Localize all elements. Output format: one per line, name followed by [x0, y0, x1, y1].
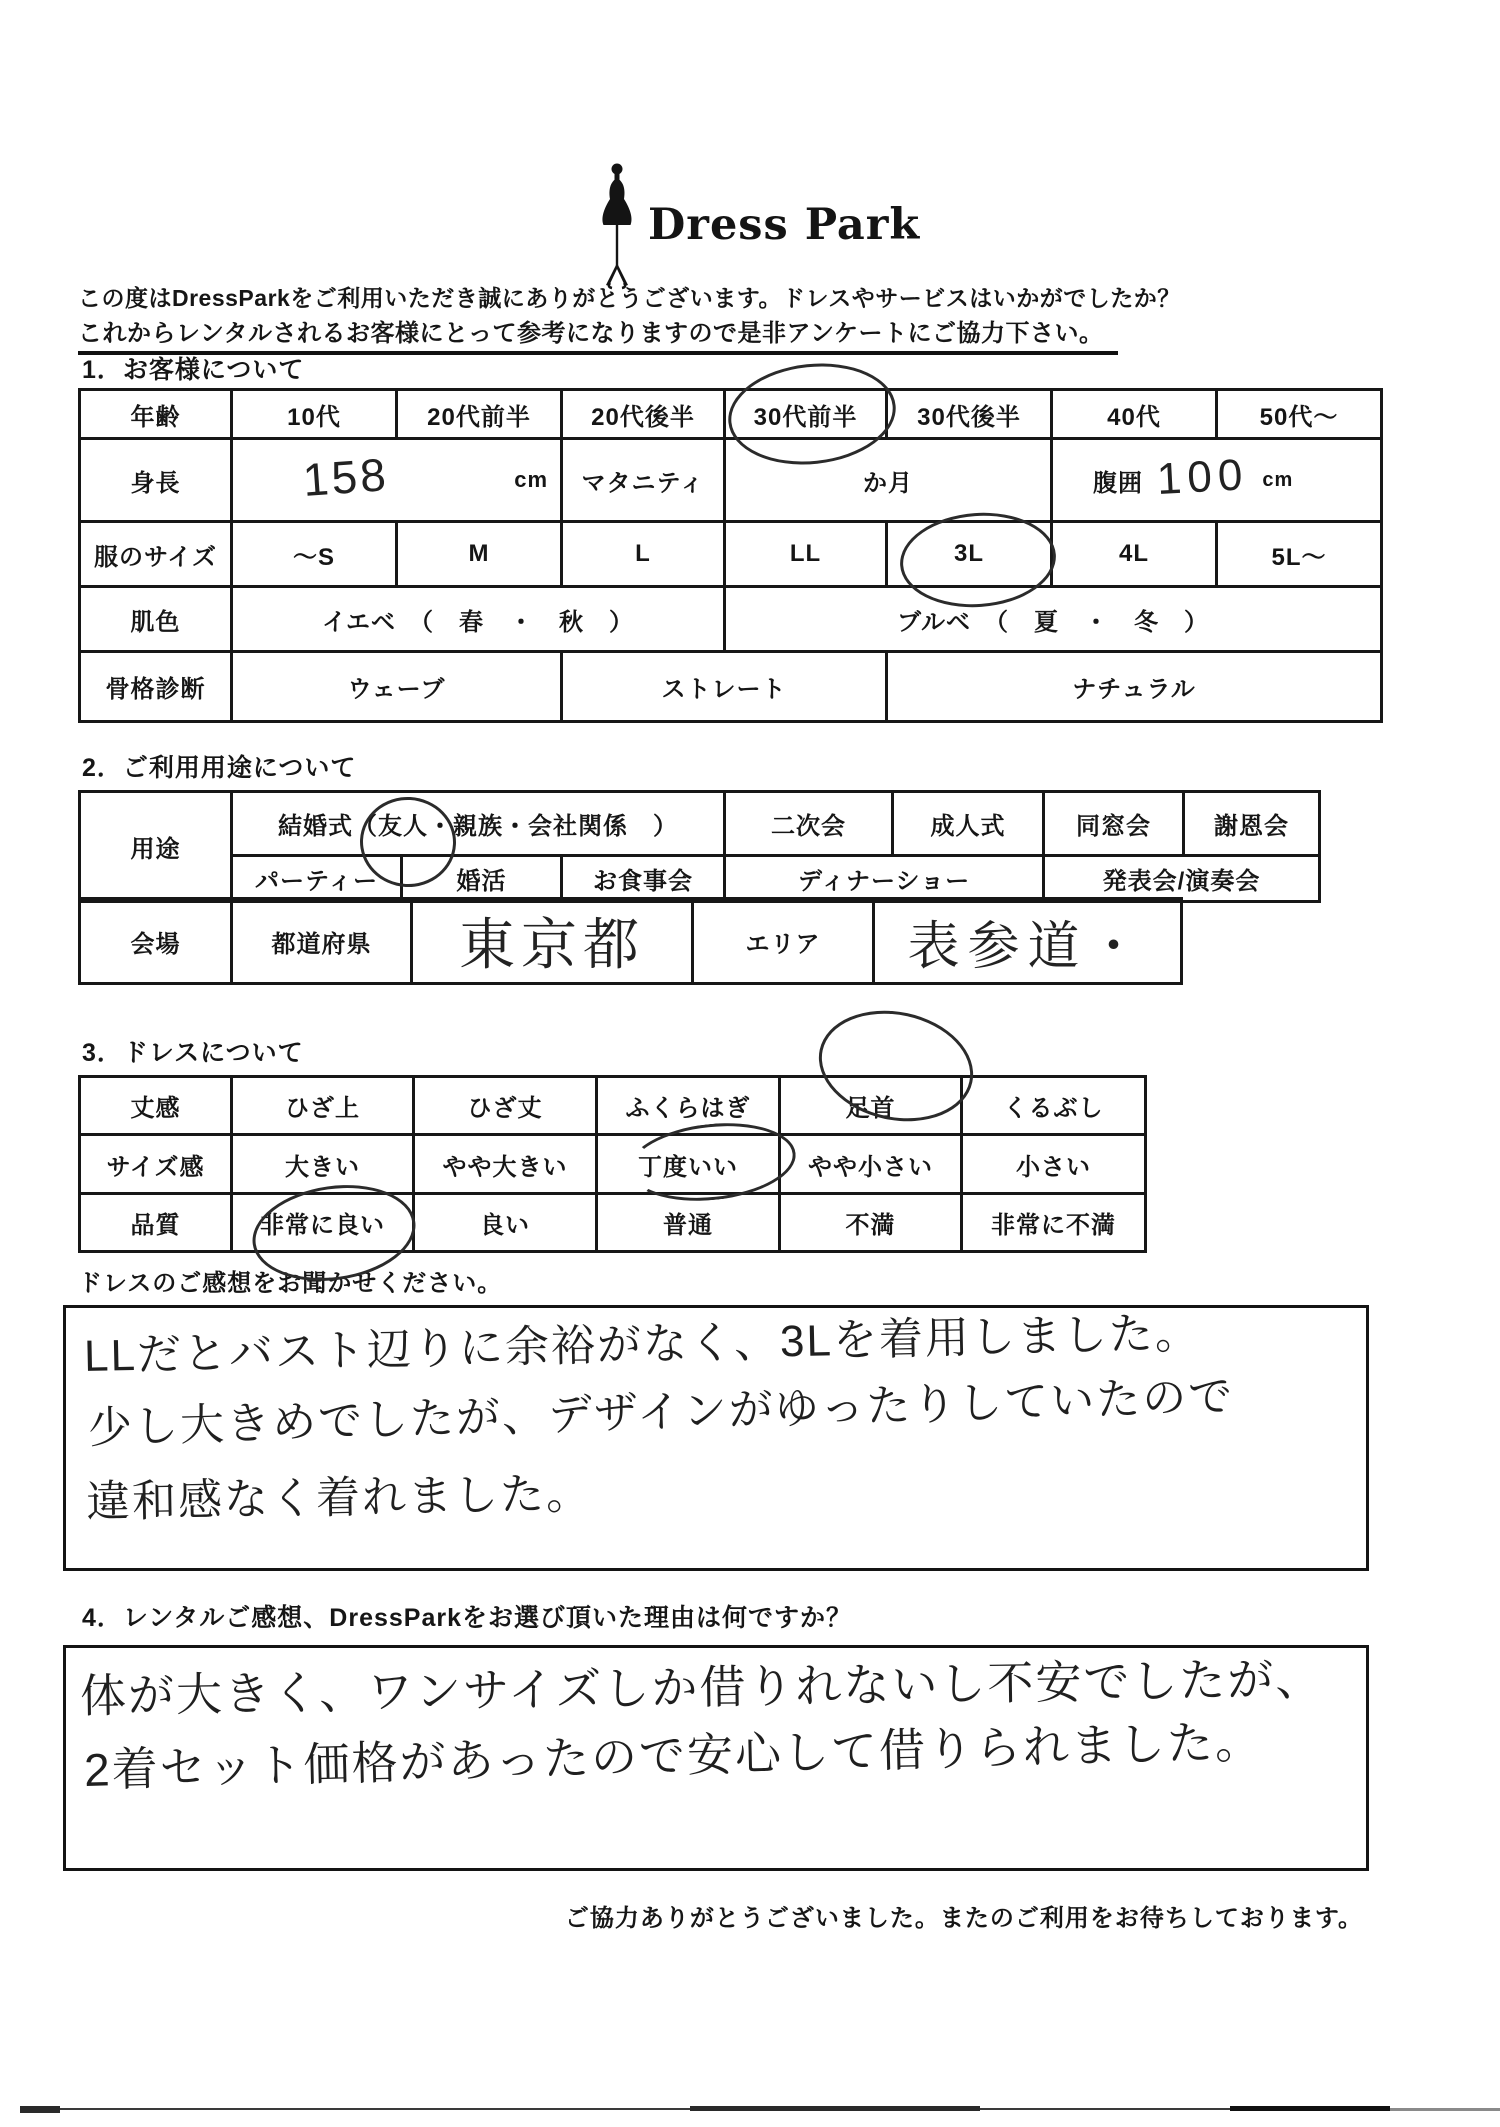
option-length-calf: ふくらはぎ — [597, 1077, 780, 1135]
waist-cell — [1052, 439, 1382, 522]
intro-emphasis-text: これからレンタルされるお客様にとって参考になりますので是非アンケートにご協力下さい。 — [78, 313, 1118, 355]
waist-label: 腹囲 — [1093, 469, 1143, 497]
option-purpose-recital: 発表会/演奏会 — [1044, 856, 1320, 902]
option-skeleton-natural: ナチュラル — [887, 652, 1382, 722]
option-purpose-thanks-party: 謝恩会 — [1184, 792, 1320, 856]
option-age-40s: 40代 — [1052, 390, 1217, 439]
option-quality-very-bad: 非常に不満 — [962, 1194, 1146, 1252]
option-purpose-wedding — [232, 792, 725, 856]
intro-text: この度はDressParkをご利用いただき誠にありがとうございます。ドレスやサービスはいかがでしたか？ — [78, 285, 1181, 311]
option-skin-blue-base: ブルベ （ 夏 ・ 冬 ） — [725, 587, 1382, 652]
waist-handwritten-value: 100 — [1155, 450, 1250, 504]
section3-heading: 3．ドレスについて — [82, 1039, 304, 1067]
waist-unit: cm — [1262, 468, 1294, 491]
height-handwritten-value: 158 — [301, 448, 391, 506]
option-purpose-reunion: 同窓会 — [1044, 792, 1184, 856]
option-skeleton-wave: ウェーブ — [232, 652, 562, 722]
option-length-knee: ひざ丈 — [414, 1077, 597, 1135]
option-length-above-knee: ひざ上 — [232, 1077, 414, 1135]
height-label: 身長 — [80, 439, 232, 522]
option-fit-slightly-large: やや大きい — [414, 1135, 597, 1194]
option-length-ankle: 足首 — [780, 1077, 962, 1135]
fit-label: サイズ感 — [80, 1135, 232, 1194]
length-label: 丈感 — [80, 1077, 232, 1135]
venue-label: 会場 — [80, 899, 232, 984]
rental-comment-box — [63, 1645, 1369, 1871]
option-purpose-dinner-show: ディナーショー — [725, 856, 1044, 902]
option-skeleton-straight: ストレート — [562, 652, 887, 722]
option-size-5l: 5L～ — [1217, 522, 1382, 587]
option-size-3l: 3L — [887, 522, 1052, 587]
area-handwritten-value: 表参道・ — [907, 917, 1148, 976]
scan-artifact-segment — [1390, 2108, 1500, 2111]
option-purpose-konkatsu: 婚活 — [402, 856, 562, 902]
option-size-ll: LL — [725, 522, 887, 587]
option-length-anklebone: くるぶし — [962, 1077, 1146, 1135]
dress-comment-prompt: ドレスのご感想をお聞かせください。 — [78, 1270, 503, 1297]
size-label: 服のサイズ — [80, 522, 232, 587]
option-skin-yellow-base: イエベ （ 春 ・ 秋 ） — [232, 587, 725, 652]
option-size-l: L — [562, 522, 725, 587]
option-age-10s: 10代 — [232, 390, 397, 439]
wedding-suffix: ・親族・会社関係 ） — [428, 813, 678, 840]
usage-purpose-table — [78, 790, 1321, 903]
option-age-50s: 50代～ — [1217, 390, 1382, 439]
rental-comment-line: 体が大きく、ワンサイズしか借りれないし不安でしたが、 — [79, 1652, 1324, 1722]
option-fit-large: 大きい — [232, 1135, 414, 1194]
skeleton-label: 骨格診断 — [80, 652, 232, 722]
venue-table — [78, 897, 1183, 985]
customer-info-table — [78, 388, 1383, 723]
option-size-4l: 4L — [1052, 522, 1217, 587]
height-unit: cm — [514, 467, 548, 492]
option-quality-bad: 不満 — [780, 1194, 962, 1252]
option-age-early-30s: 30代前半 — [725, 390, 887, 439]
skin-label: 肌色 — [80, 587, 232, 652]
option-fit-just-right: 丁度いい — [597, 1135, 780, 1194]
dress-comment-box — [63, 1305, 1369, 1571]
option-fit-small: 小さい — [962, 1135, 1146, 1194]
scan-artifact-segment — [1230, 2106, 1390, 2111]
dress-form-icon — [596, 163, 638, 291]
maternity-label: マタニティ — [562, 439, 725, 522]
option-purpose-afterparty: 二次会 — [725, 792, 893, 856]
quality-label: 品質 — [80, 1194, 232, 1252]
wedding-prefix: 結婚式（ — [278, 813, 378, 840]
option-age-late-30s: 30代後半 — [887, 390, 1052, 439]
option-purpose-coming-of-age: 成人式 — [893, 792, 1044, 856]
wedding-circled-option: 友人 — [378, 813, 428, 840]
footer-thanks-text: ご協力ありがとうございました。またのご利用をお待ちしております。 — [564, 1905, 1363, 1932]
option-age-early-20s: 20代前半 — [397, 390, 562, 439]
area-label: エリア — [693, 899, 874, 984]
prefecture-label: 都道府県 — [232, 899, 412, 984]
option-size-s: ～S — [232, 522, 397, 587]
section1-heading: 1．お客様について — [82, 356, 305, 384]
option-quality-good: 良い — [414, 1194, 597, 1252]
option-quality-very-good: 非常に良い — [232, 1194, 414, 1252]
option-size-m: M — [397, 522, 562, 587]
dress-comment-line: 少し大きめでしたが、デザインがゆったりしていたので — [87, 1371, 1235, 1453]
area-answer-cell — [874, 899, 1182, 984]
option-quality-normal: 普通 — [597, 1194, 780, 1252]
dress-comment-line: 違和感なく着れました。 — [85, 1469, 593, 1527]
prefecture-handwritten-value: 東京都 — [459, 913, 645, 976]
option-fit-slightly-small: やや小さい — [780, 1135, 962, 1194]
rental-comment-line: 2着セット価格があったので安心して借りられました。 — [83, 1715, 1264, 1796]
dress-comment-line: LLだとバスト辺りに余裕がなく、3Lを着用しました。 — [83, 1308, 1202, 1381]
dress-feedback-table — [78, 1075, 1147, 1253]
option-age-late-20s: 20代後半 — [562, 390, 725, 439]
option-purpose-dinner: お食事会 — [562, 856, 725, 902]
option-purpose-party: パーティー — [232, 856, 402, 902]
age-label: 年齢 — [80, 390, 232, 439]
brand-logotype: Dress Park — [648, 200, 921, 250]
height-value-cell — [232, 439, 562, 522]
section2-heading: 2．ご利用用途について — [82, 754, 357, 782]
scan-artifact-blob — [20, 2106, 60, 2113]
section4-heading: 4．レンタルご感想、DressParkをお選び頂いた理由は何ですか？ — [82, 1604, 852, 1632]
prefecture-answer-cell — [412, 899, 693, 984]
scan-artifact-segment — [690, 2106, 980, 2111]
purpose-label: 用途 — [80, 792, 232, 902]
maternity-months-cell: か月 — [725, 439, 1052, 522]
